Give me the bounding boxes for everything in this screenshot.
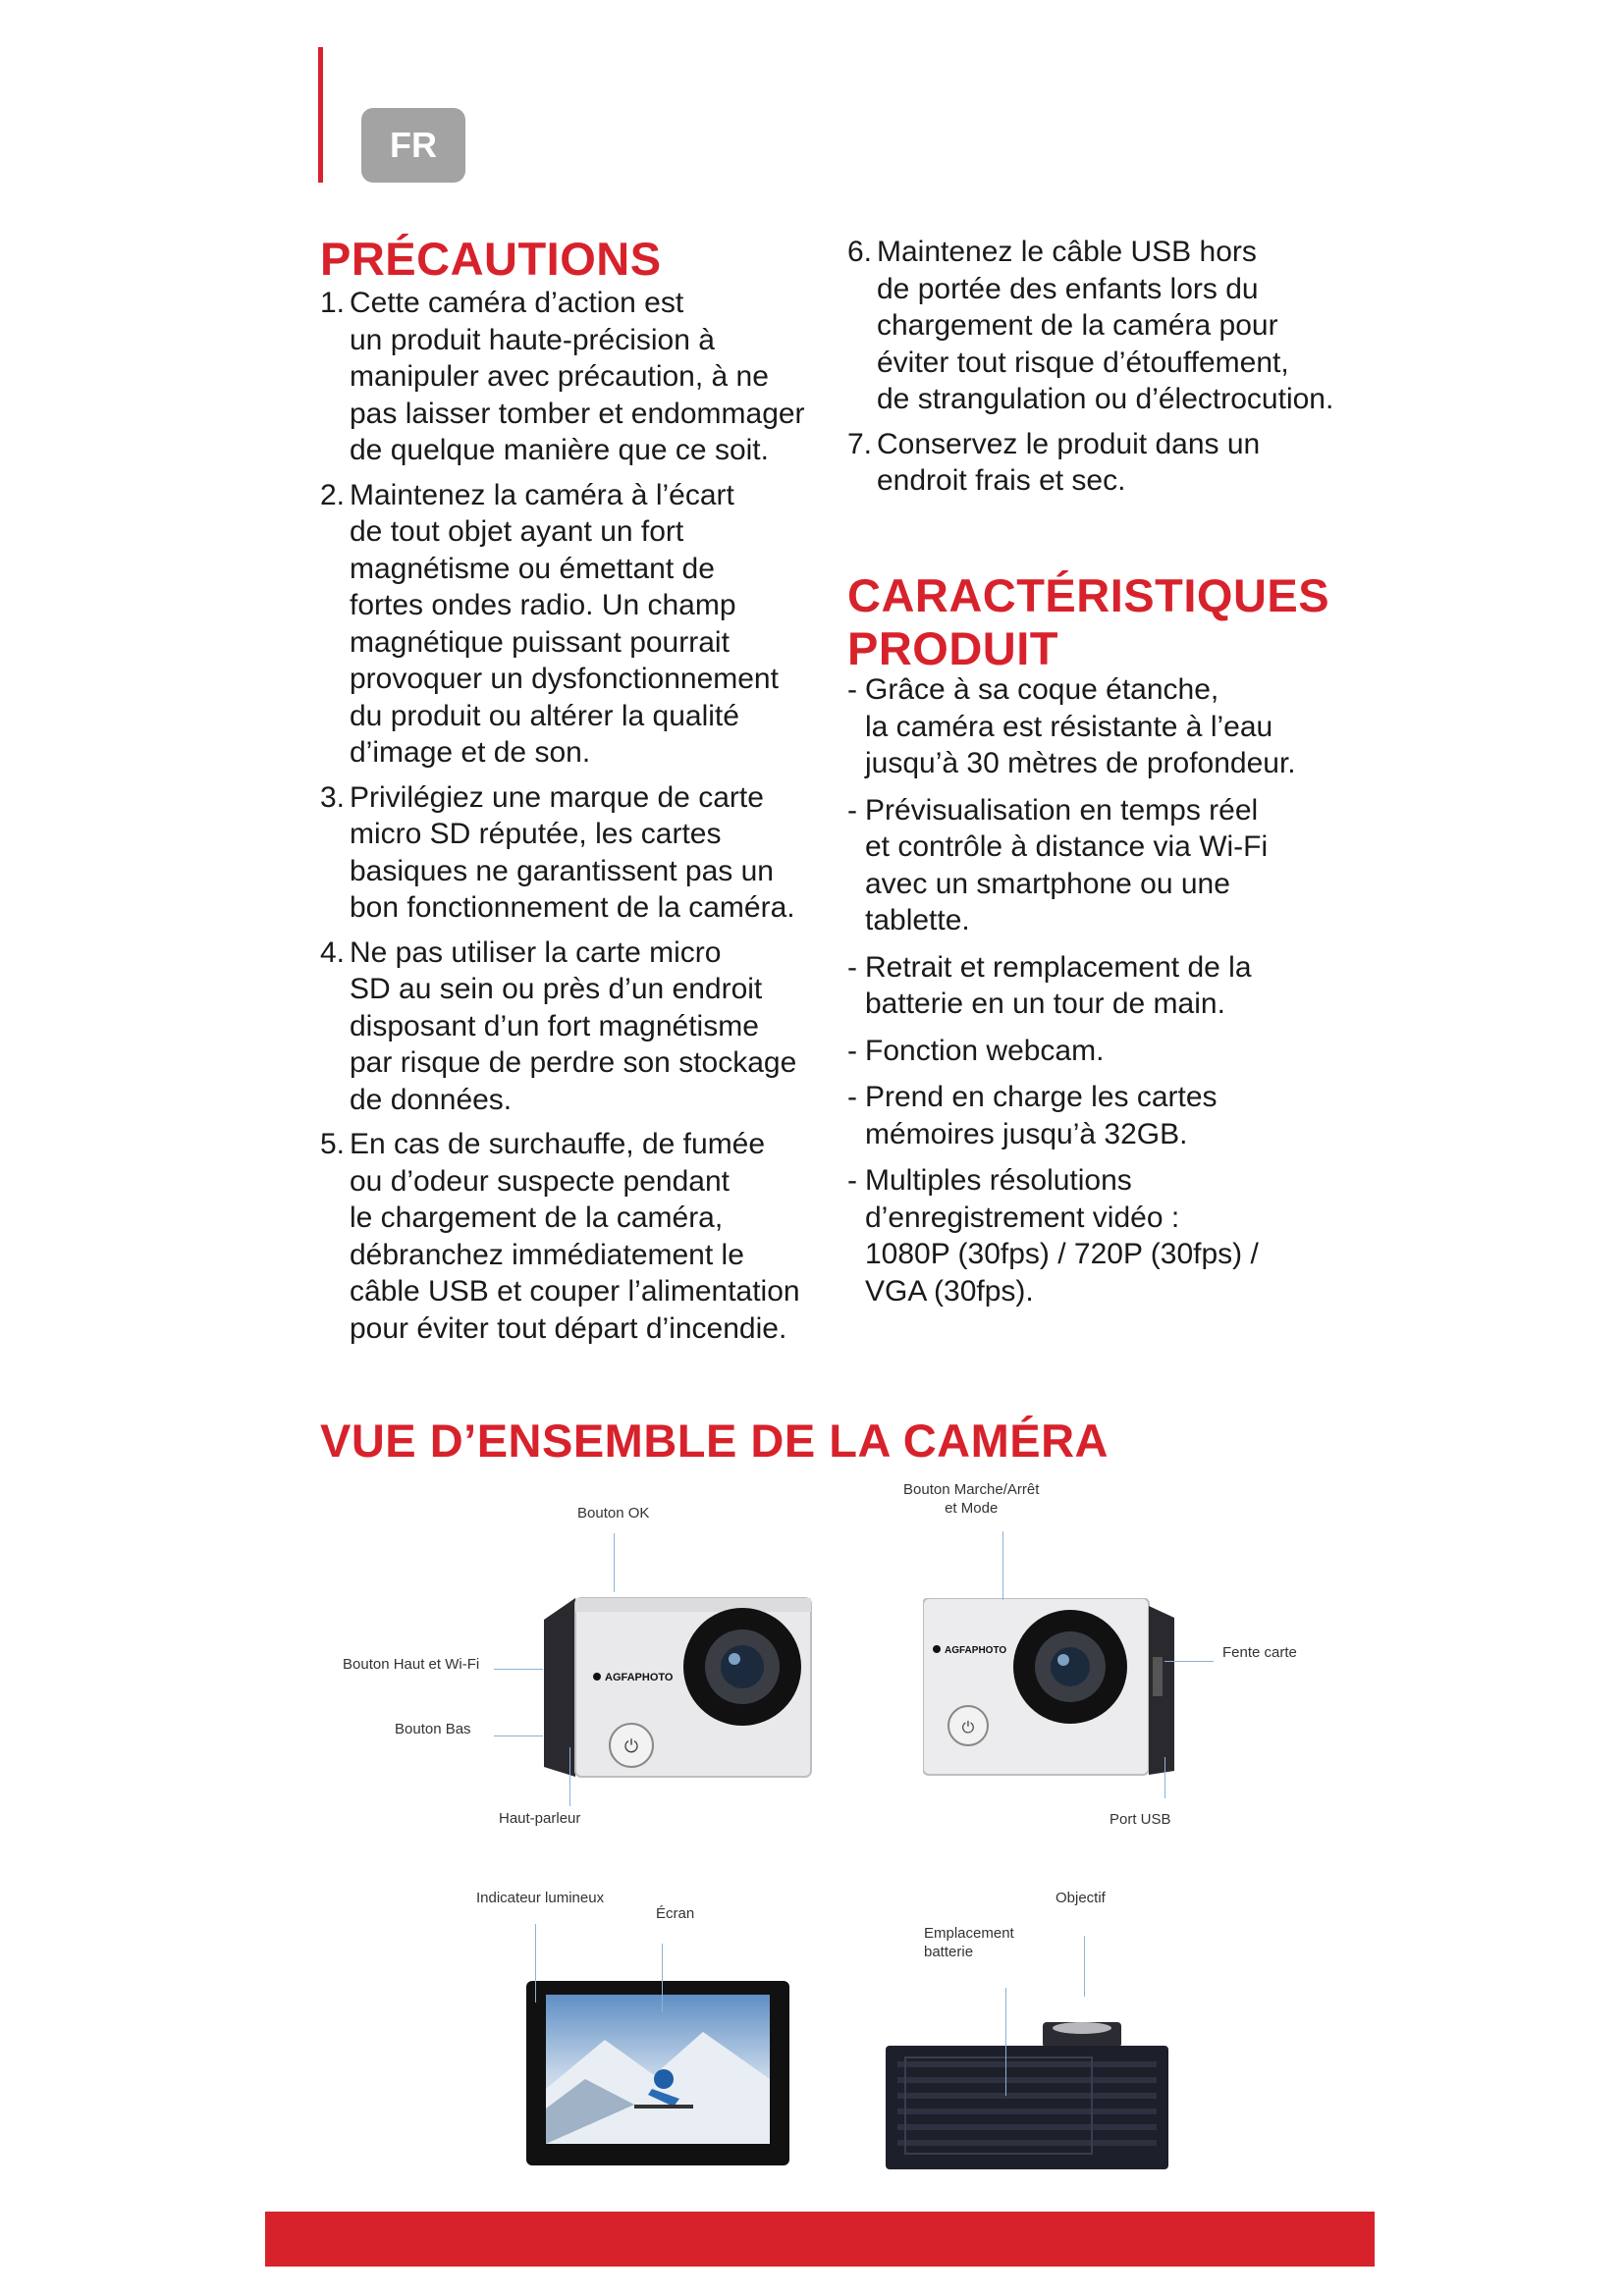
callout-line (1005, 1988, 1006, 2096)
label-lens: Objectif (1056, 1890, 1106, 1906)
precaution-item (320, 934, 811, 1119)
callout-line (1164, 1757, 1165, 1798)
feature-item (847, 1033, 1358, 1070)
callout-line (494, 1669, 543, 1670)
bullet-dash: - (847, 1164, 857, 1197)
item-text: Privilégiez une marque de carte micro SD réputée, les cartes basiques ne garantissent pas un bon fonctionnement de la caméra. (350, 780, 795, 924)
header-accent-bar (318, 47, 323, 183)
precaution-item (847, 234, 1358, 418)
precautions-list-right (847, 234, 1358, 500)
item-text: Conservez le produit dans un endroit frais et sec. (877, 427, 1261, 497)
precaution-item (320, 779, 811, 927)
camera-back-image (526, 1981, 791, 2167)
callout-line (614, 1533, 615, 1592)
callout-line (1084, 1936, 1085, 1997)
bullet-dash: - (847, 950, 857, 984)
item-number: 4. (320, 935, 346, 969)
item-text: Cette caméra d’action est un produit haute-précision à manipuler avec précaution, à ne pas laisser tomber et endommager de quelque manière que ce soit. (350, 287, 805, 466)
item-number: 6. (847, 236, 873, 268)
feature-text: Multiples résolutions d’enregistrement vidéo : 1080P (30fps) / 720P (30fps) / VGA (30fps). (865, 1164, 1259, 1308)
label-down-button: Bouton Bas (395, 1721, 471, 1737)
svg-text:⏻: ⏻ (961, 1718, 975, 1736)
bullet-dash: - (847, 793, 857, 827)
feature-text: Prévisualisation en temps réel et contrôle à distance via Wi-Fi avec un smartphone ou une tablette. (865, 793, 1269, 936)
item-text: Ne pas utiliser la carte micro SD au sein ou près d’un endroit disposant d’un fort magnétisme par risque de perdre son stockage de données. (350, 935, 797, 1116)
label-ok-button: Bouton OK (577, 1505, 650, 1522)
precautions-list-left (320, 285, 811, 1347)
callout-line (1164, 1661, 1214, 1662)
svg-text:⏻: ⏻ (623, 1736, 639, 1757)
feature-text: Grâce à sa coque étanche, la caméra est résistante à l’eau jusqu’à 30 mètres de profondeur. (865, 673, 1296, 779)
label-up-wifi-button: Bouton Haut et Wi-Fi (343, 1656, 480, 1673)
bullet-dash: - (847, 673, 857, 706)
camera-side-image (886, 2022, 1170, 2169)
precaution-item (320, 285, 811, 469)
item-number: 3. (320, 780, 346, 814)
item-text: En cas de surchauffe, de fumée ou d’odeur suspecte pendant le chargement de la caméra, débranchez immédiatement le câble USB et couper l’alimentation pour éviter tout départ d’incendie. (350, 1128, 800, 1345)
item-number: 5. (320, 1128, 346, 1160)
camera-front-left-image (540, 1590, 815, 1787)
precaution-item (320, 1126, 811, 1347)
item-text: Maintenez la caméra à l’écart de tout objet ayant un fort magnétisme ou émettant de fortes ondes radio. Un champ magnétique puissant pourrait provoquer un dysfonctionnement du produit ou altérer la qualité d’image et de son. (350, 478, 779, 769)
feature-item (847, 1079, 1358, 1152)
language-badge: FR (361, 108, 465, 183)
feature-item (847, 949, 1358, 1023)
item-number: 7. (847, 427, 873, 460)
item-number: 1. (320, 287, 346, 319)
callout-line (494, 1735, 543, 1736)
footer-accent-bar (265, 2212, 1375, 2267)
callout-line (1002, 1531, 1003, 1600)
callout-line (569, 1747, 570, 1806)
item-number: 2. (320, 478, 346, 511)
label-card-slot: Fente carte (1222, 1644, 1297, 1661)
callout-line (662, 1944, 663, 2012)
overview-title: VUE D’ENSEMBLE DE LA CAMÉRA (320, 1415, 1109, 1467)
item-text: Maintenez le câble USB hors de portée des enfants lors du chargement de la caméra pour éviter tout risque d’étouffement, de strangulation ou d’électrocution. (877, 236, 1334, 415)
label-indicator-light: Indicateur lumineux (476, 1890, 605, 1906)
feature-text: Retrait et remplacement de la batterie en un tour de main. (865, 950, 1252, 1020)
features-title: CARACTÉRISTIQUES PRODUIT (847, 569, 1330, 674)
camera-front-right-image (923, 1598, 1178, 1785)
bullet-dash: - (847, 1081, 857, 1113)
feature-item (847, 792, 1358, 939)
label-usb-port: Port USB (1110, 1811, 1171, 1828)
feature-text: Fonction webcam. (865, 1034, 1105, 1067)
features-list (847, 671, 1358, 1309)
feature-item (847, 1162, 1358, 1309)
callout-line (535, 1924, 536, 2002)
brand-label: AGFAPHOTO (945, 1645, 1007, 1656)
precaution-item (320, 477, 811, 772)
bullet-dash: - (847, 1034, 857, 1067)
label-screen: Écran (656, 1905, 695, 1922)
label-battery-slot: Emplacement batterie (924, 1925, 1014, 1960)
feature-text: Prend en charge les cartes mémoires jusqu’à 32GB. (865, 1081, 1218, 1150)
brand-label: AGFAPHOTO (605, 1672, 674, 1683)
precaution-item (847, 426, 1358, 500)
label-speaker: Haut-parleur (499, 1810, 581, 1827)
precautions-title: PRÉCAUTIONS (320, 233, 662, 285)
label-power-mode-button: Bouton Marche/Arrêt et Mode (903, 1481, 1040, 1517)
feature-item (847, 671, 1358, 782)
